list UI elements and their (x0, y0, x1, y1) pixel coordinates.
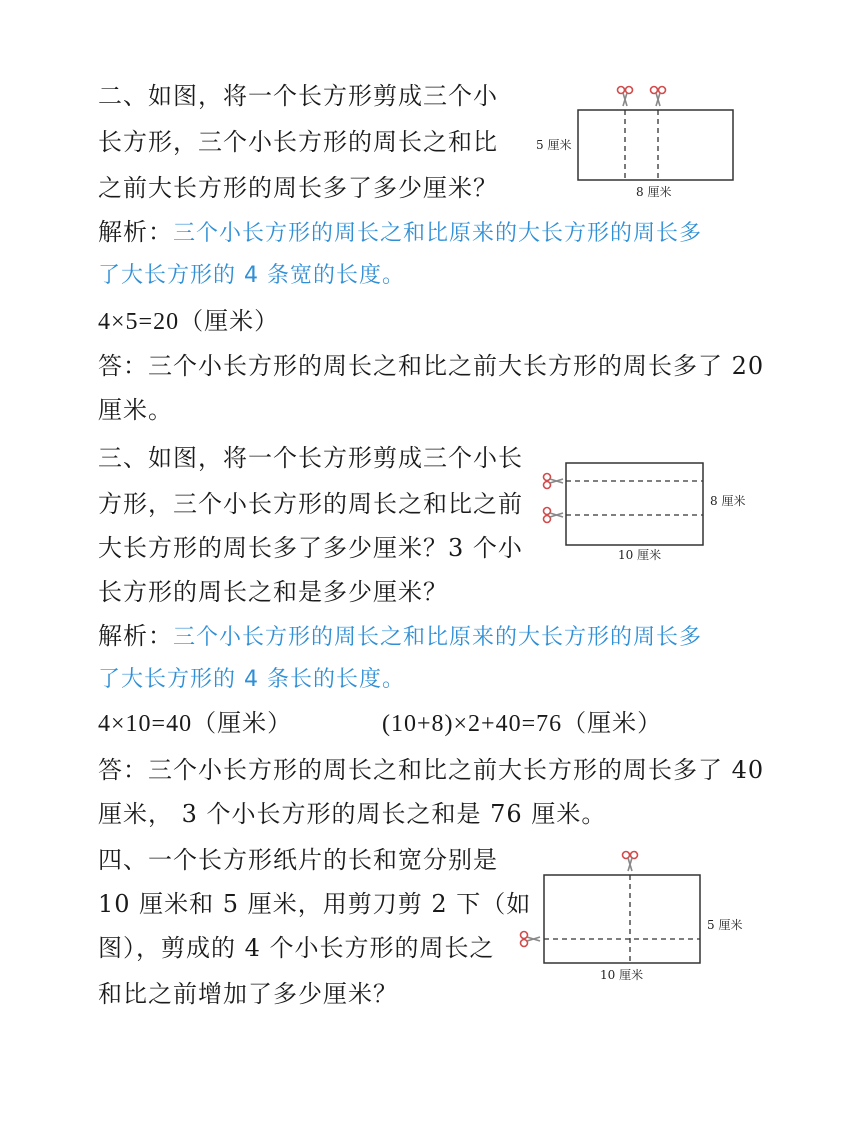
q2-line-2: 长方形，三个小长方形的周长之和比 (98, 128, 498, 156)
q2-analysis-label: 解析： (98, 218, 173, 246)
q3-analysis-label: 解析： (98, 622, 173, 650)
scissors-icon (521, 932, 541, 947)
q3-line-1: 三、如图，将一个长方形剪成三个小长 (98, 444, 523, 472)
q2-line-3: 之前大长方形的周长多了多少厘米？ (98, 174, 498, 202)
q4-side-label: 5 厘米 (707, 918, 743, 932)
q3-line-3: 大长方形的周长多了多少厘米？3 个小 (98, 534, 523, 562)
q2-answer-2: 厘米。 (98, 396, 173, 424)
q3-side-label: 8 厘米 (710, 494, 746, 508)
q4-line-1: 四、一个长方形纸片的长和宽分别是 (98, 846, 498, 874)
q3-analysis-1 (98, 618, 702, 656)
scissors-icon (651, 87, 666, 107)
q2-analysis-1 (98, 214, 702, 252)
q2-side-label: 5 厘米 (536, 138, 572, 152)
q3-answer-1: 答：三个小长方形的周长之和比之前大长方形的周长多了 40 (98, 756, 765, 784)
scissors-icon (618, 87, 633, 107)
scissors-icon (623, 852, 638, 872)
q3-analysis-text-2: 了大长方形的 4 条长的长度。 (98, 667, 405, 692)
q3-line-4: 长方形的周长之和是多少厘米？ (98, 578, 448, 606)
q3-analysis-text-1: 三个小长方形的周长之和比原来的大长方形的周长多 (173, 625, 703, 650)
q4-line-3: 图），剪成的 4 个小长方形的周长之 (98, 934, 495, 962)
q4-line-4: 和比之前增加了多少厘米？ (98, 980, 398, 1008)
q3-calc-1: 4×10=40（厘米） (98, 711, 293, 737)
scissors-icon (544, 474, 564, 489)
q4-figure (514, 845, 764, 994)
q4-line-2: 10 厘米和 5 厘米，用剪刀剪 2 下（如 (98, 890, 532, 918)
scissors-icon (544, 508, 564, 523)
q3-line-2: 方形，三个小长方形的周长之和比之前 (98, 490, 523, 518)
q3-bottom-label: 10 厘米 (618, 548, 662, 562)
q2-figure (532, 82, 752, 206)
q3-figure (540, 455, 760, 569)
q2-answer-1: 答：三个小长方形的周长之和比之前大长方形的周长多了 20 (98, 352, 765, 380)
q3-answer-2: 厘米， 3 个小长方形的周长之和是 76 厘米。 (98, 800, 607, 828)
q2-analysis-text-1: 三个小长方形的周长之和比原来的大长方形的周长多 (173, 221, 703, 246)
q2-calc: 4×5=20（厘米） (98, 309, 280, 335)
q2-bottom-label: 8 厘米 (636, 185, 672, 199)
q3-calc-2: (10+8)×2+40=76（厘米） (382, 711, 663, 737)
q4-bottom-label: 10 厘米 (600, 968, 644, 982)
q2-analysis-text-2: 了大长方形的 4 条宽的长度。 (98, 263, 405, 288)
q2-line-1: 二、如图，将一个长方形剪成三个小 (98, 82, 498, 110)
